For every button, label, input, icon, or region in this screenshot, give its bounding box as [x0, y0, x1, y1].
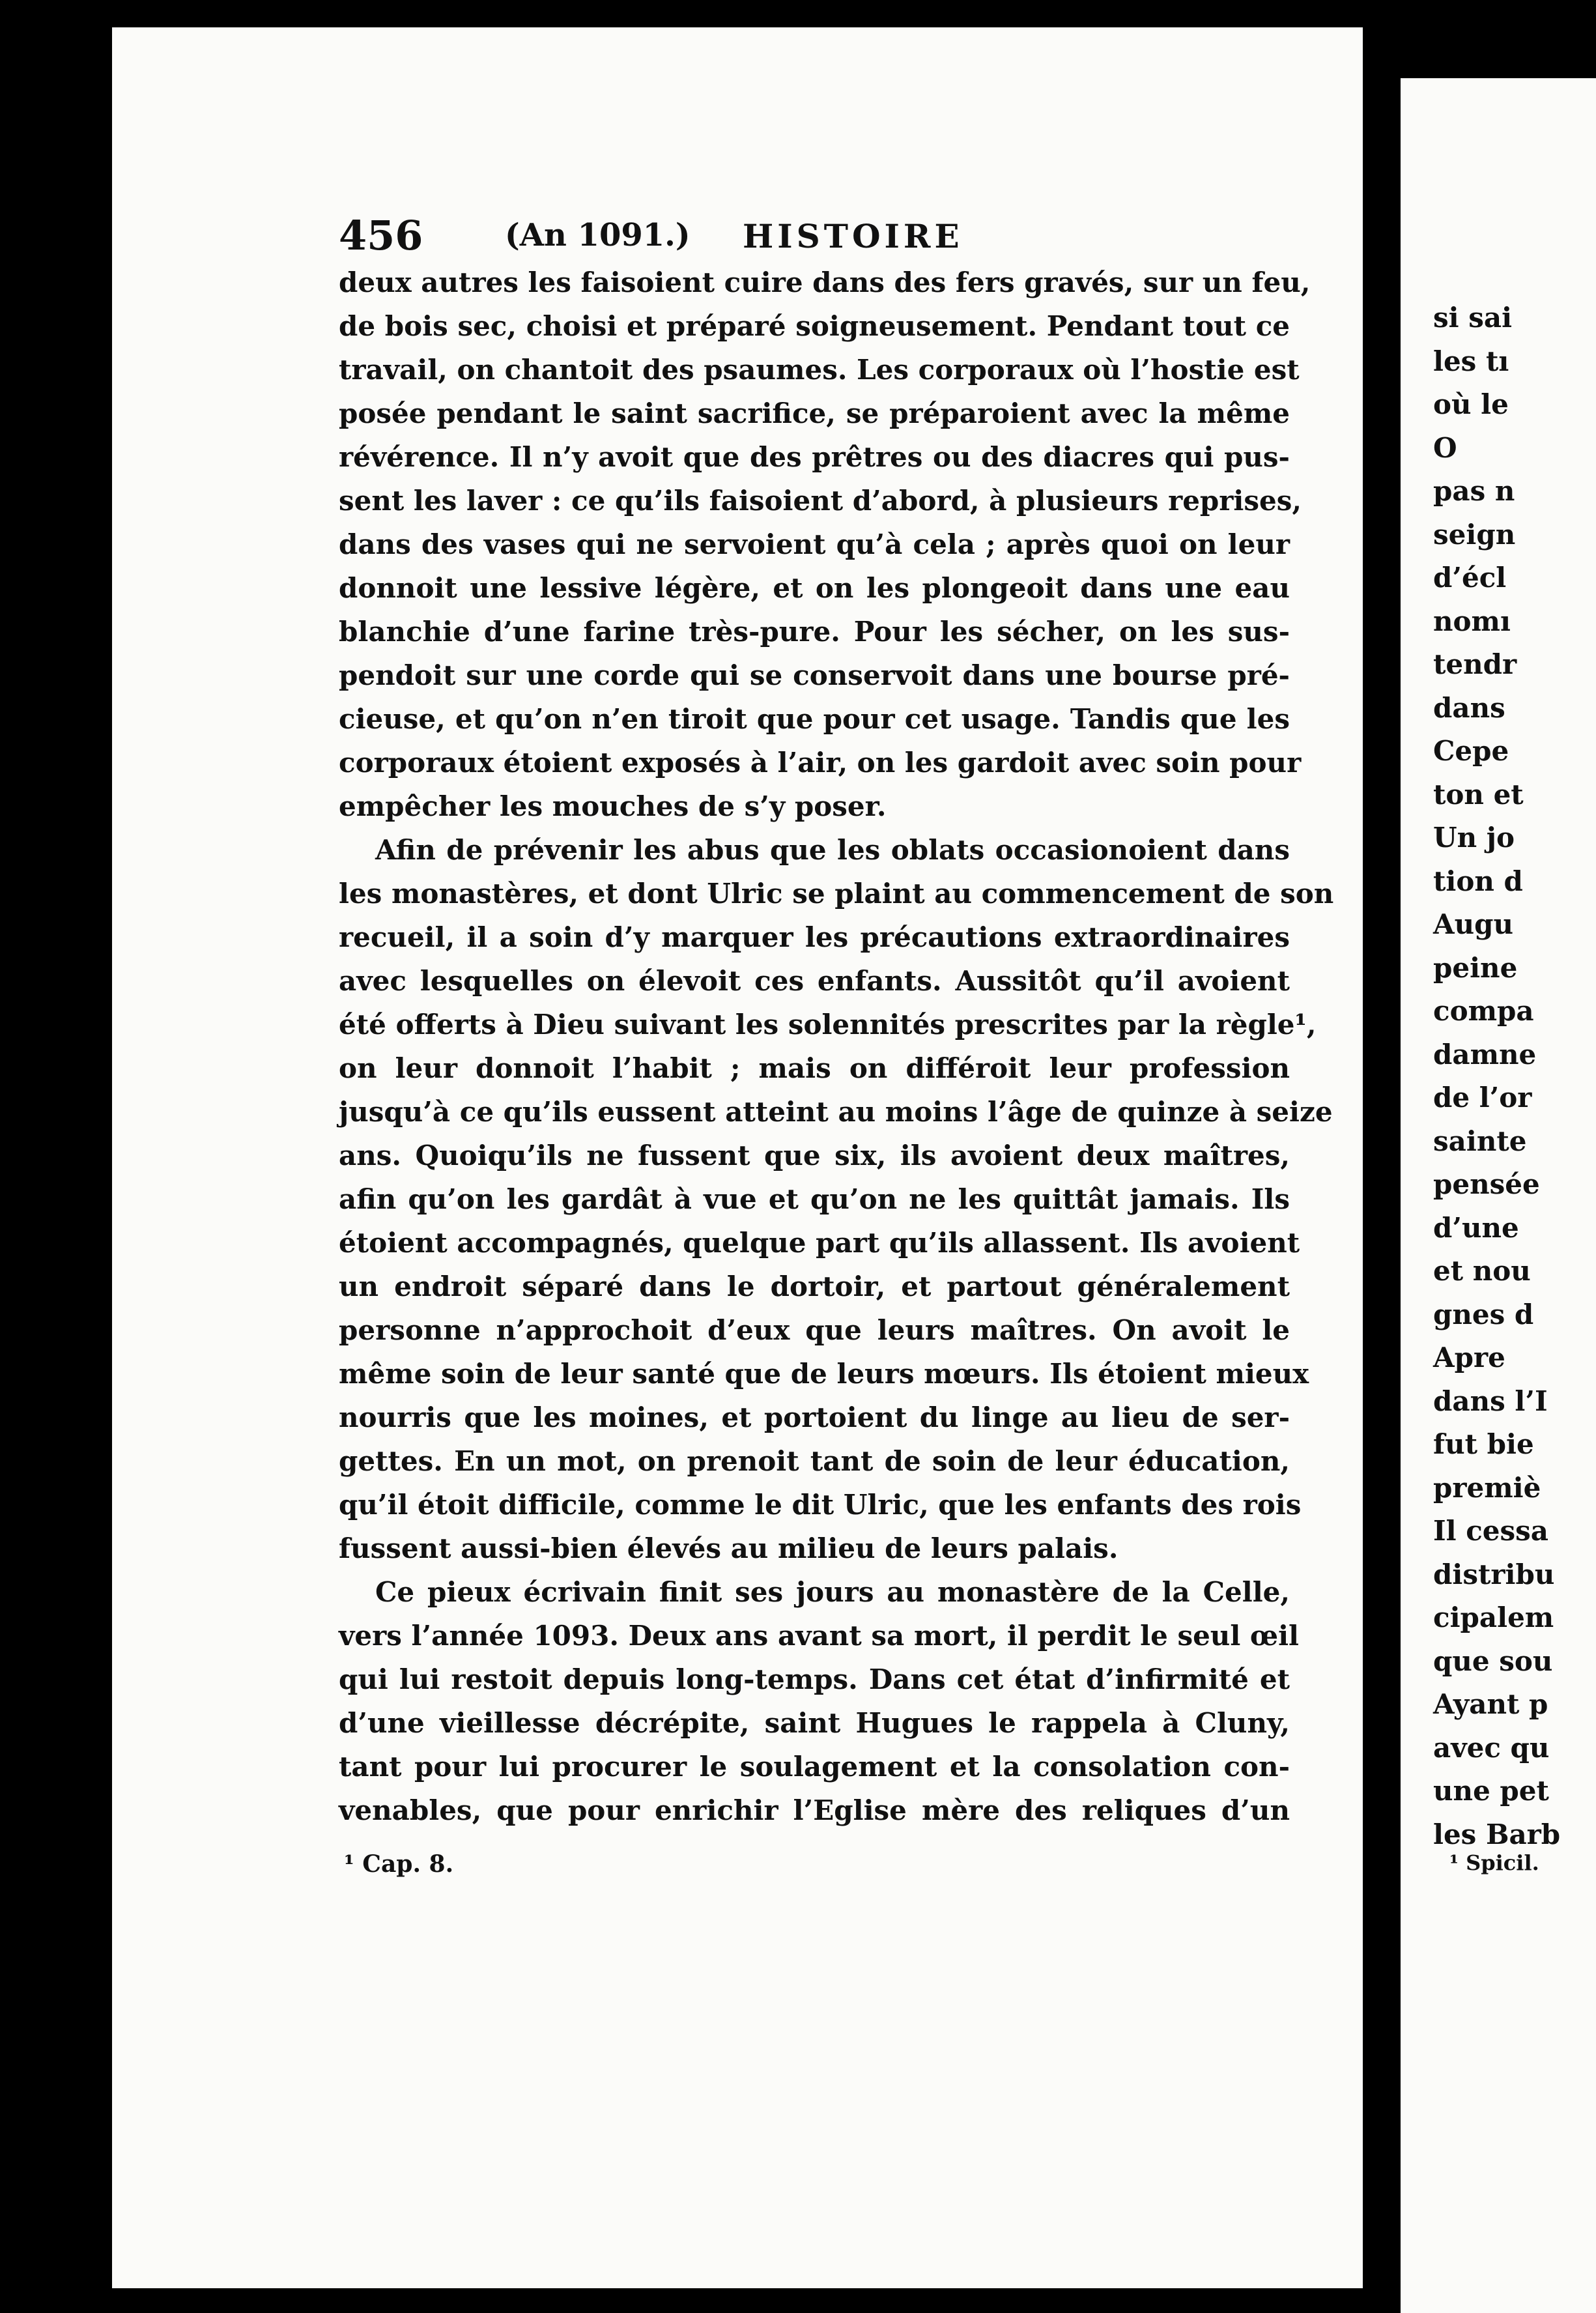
text-line: fussent aussi-bien élevés au milieu de leurs palais.: [339, 1532, 1119, 1564]
right-page-line: dans: [1433, 691, 1505, 724]
right-page-line: pensée: [1433, 1168, 1540, 1200]
right-page-line: nomı: [1433, 605, 1511, 637]
right-page-line: Il cessa: [1433, 1515, 1549, 1547]
page-header: [339, 212, 1303, 257]
text-line: on leur donnoit l’habit ; mais on différoit leur profession: [339, 1052, 1290, 1084]
right-page-text: [1433, 296, 1561, 1856]
right-page-line: Ayant p: [1433, 1688, 1548, 1720]
right-page-line: Apre: [1433, 1342, 1505, 1373]
right-page-line: si sai: [1433, 302, 1513, 334]
right-page-line: dans l’I: [1433, 1385, 1548, 1417]
text-line: même soin de leur santé que de leurs mœurs. Ils étoient mieux: [339, 1358, 1309, 1390]
text-line: ans. Quoiqu’ils ne fussent que six, ils avoient deux maîtres,: [339, 1140, 1290, 1171]
body-text: [339, 261, 1334, 1832]
text-line: Afin de prévenir les abus que les oblats occasionoient dans: [375, 834, 1290, 866]
text-line: donnoit une lessive légère, et on les plongeoit dans une eau: [339, 572, 1290, 604]
text-line: pendoit sur une corde qui se conservoit dans une bourse pré-: [339, 659, 1290, 691]
text-line: avec lesquelles on élevoit ces enfants. Aussitôt qu’il avoient: [339, 965, 1290, 997]
text-line: afin qu’on les gardât à vue et qu’on ne les quittât jamais. Ils: [339, 1183, 1290, 1215]
right-page-line: seign: [1433, 518, 1516, 551]
text-line: vers l’année 1093. Deux ans avant sa mort, il perdit le seul œil: [339, 1620, 1299, 1652]
right-page-line: avec qu: [1433, 1731, 1550, 1764]
text-line: Ce pieux écrivain finit ses jours au monastère de la Celle,: [375, 1576, 1290, 1608]
text-line: d’une vieillesse décrépite, saint Hugues le rappela à Cluny,: [339, 1707, 1290, 1739]
right-page-line: peine: [1433, 951, 1518, 984]
right-page-line: tion d: [1433, 865, 1523, 897]
right-page-line: Augu: [1433, 908, 1514, 940]
right-page-line: distribu: [1433, 1558, 1555, 1590]
right-page-footnote: ¹ Spicil.: [1449, 1850, 1539, 1875]
right-page-line: gnes d: [1433, 1298, 1534, 1330]
right-page-line: d’une: [1433, 1211, 1519, 1244]
text-line: tant pour lui procurer le soulagement et la consolation con-: [339, 1751, 1290, 1783]
right-page-line: que sou: [1433, 1645, 1553, 1677]
right-page-line: une pet: [1433, 1775, 1549, 1807]
right-page-line: où le: [1433, 388, 1509, 420]
text-line: un endroit séparé dans le dortoir, et partout généralement: [339, 1271, 1290, 1302]
right-page-line: compa: [1433, 995, 1534, 1027]
text-line: étoient accompagnés, quelque part qu’ils allassent. Ils avoient: [339, 1227, 1300, 1259]
right-page-line: les Barb: [1433, 1818, 1561, 1850]
right-page-line: pas n: [1433, 475, 1515, 507]
text-line: qu’il étoit difficile, comme le dit Ulric, que les enfants des rois: [339, 1489, 1302, 1521]
footnote: ¹ Cap. 8.: [344, 1850, 454, 1878]
right-page-line: et nou: [1433, 1255, 1531, 1287]
text-line: été offerts à Dieu suivant les solennités prescrites par la règle¹,: [339, 1009, 1317, 1041]
right-page-line: Un jo: [1433, 822, 1515, 854]
right-page-line: Cepe: [1433, 735, 1509, 767]
right-page-line: O: [1433, 431, 1457, 464]
right-page-line: d’écl: [1433, 562, 1507, 594]
text-line: posée pendant le saint sacrifice, se préparoient avec la même: [339, 397, 1290, 429]
right-page-line: ton et: [1433, 778, 1524, 811]
right-page-line: de l’or: [1433, 1082, 1532, 1113]
right-page-line: premiè: [1433, 1471, 1541, 1504]
right-page-line: cipalem: [1433, 1602, 1554, 1633]
text-line: révérence. Il n’y avoit que des prêtres ou des diacres qui pus-: [339, 441, 1290, 473]
text-line: corporaux étoient exposés à l’air, on les gardoit avec soin pour: [339, 747, 1302, 779]
text-line: empêcher les mouches de s’y poser.: [339, 790, 887, 822]
page-number: 456: [339, 212, 423, 259]
text-line: cieuse, et qu’on n’en tiroit que pour cet usage. Tandis que les: [339, 703, 1290, 735]
page-gutter: [1363, 0, 1402, 2309]
text-line: qui lui restoit depuis long-temps. Dans cet état d’infirmité et: [339, 1663, 1290, 1695]
right-page-line: damne: [1433, 1038, 1537, 1070]
text-line: sent les laver : ce qu’ils faisoient d’abord, à plusieurs reprises,: [339, 485, 1302, 517]
right-page-line: tendr: [1433, 648, 1517, 680]
right-page-line: les tı: [1433, 345, 1509, 377]
text-line: recueil, il a soin d’y marquer les précautions extraordinaires: [339, 921, 1290, 953]
text-line: dans des vases qui ne servoient qu’à cela ; après quoi on leur: [339, 528, 1290, 560]
running-title: HISTOIRE: [743, 217, 963, 255]
right-page-line: sainte: [1433, 1125, 1527, 1157]
text-line: de bois sec, choisi et préparé soigneusement. Pendant tout ce: [339, 310, 1290, 342]
text-line: personne n’approchoit d’eux que leurs maîtres. On avoit le: [339, 1314, 1290, 1346]
text-line: venables, que pour enrichir l’Eglise mère des reliques d’un: [339, 1794, 1290, 1826]
text-line: blanchie d’une farine très-pure. Pour les sécher, on les sus-: [339, 616, 1290, 648]
text-line: gettes. En un mot, on prenoit tant de soin de leur éducation,: [339, 1445, 1290, 1477]
year-note: (An 1091.): [505, 217, 691, 253]
text-line: jusqu’à ce qu’ils eussent atteint au moins l’âge de quinze à seize: [339, 1096, 1333, 1128]
text-line: les monastères, et dont Ulric se plaint au commencement de son: [339, 878, 1334, 910]
right-page-line: fut bie: [1433, 1428, 1534, 1460]
text-line: nourris que les moines, et portoient du linge au lieu de ser-: [339, 1401, 1290, 1433]
text-line: travail, on chantoit des psaumes. Les corporaux où l’hostie est: [339, 354, 1300, 386]
text-line: deux autres les faisoient cuire dans des fers gravés, sur un feu,: [339, 266, 1311, 298]
